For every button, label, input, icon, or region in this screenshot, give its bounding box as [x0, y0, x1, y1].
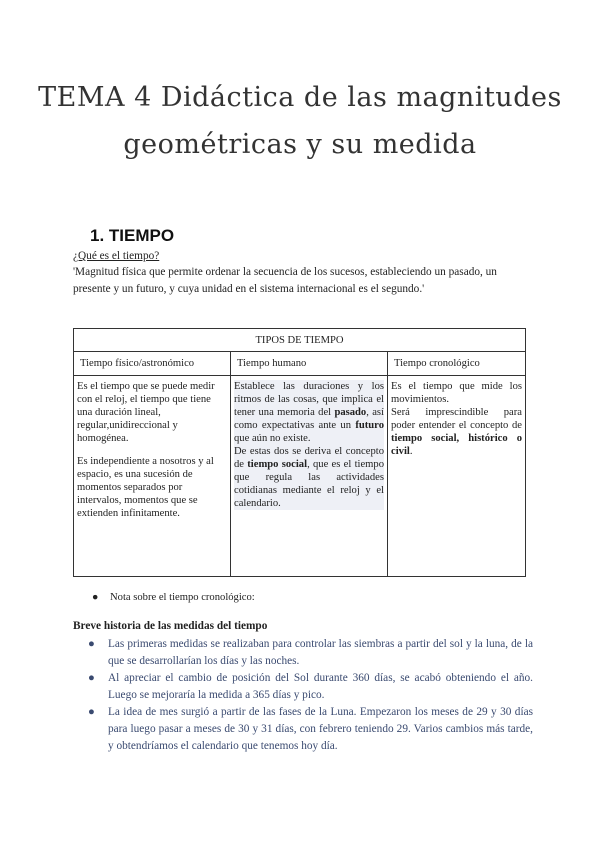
bullet-icon: ● — [88, 638, 95, 650]
cell-chronological-time — [388, 376, 526, 577]
time-types-table — [73, 328, 526, 577]
human-highlight-block — [234, 380, 384, 510]
history-item-text: Al apreciar el cambio de posición del Sol durante 360 días, se acabó obteniendo el año. Luego se mejoraría la medida a 365 días y pico. — [108, 672, 533, 701]
list-item — [73, 704, 533, 755]
chrono-para-2 — [391, 406, 522, 458]
human-para-1 — [234, 380, 384, 445]
chrono-para-1: Es el tiempo que mide los movimientos. — [391, 381, 522, 405]
physical-para-2: Es independiente a nosotros y al espacio, es una sucesión de momentos separados por intervalos, momentos que se extienden infinitamente. — [77, 456, 214, 519]
human-text-a2: , así como expectativas ante un — [234, 407, 384, 431]
title-line-2: geométricas y su medida — [123, 129, 477, 160]
history-list — [73, 636, 533, 755]
cell-physical-time — [74, 376, 231, 577]
list-item — [73, 670, 533, 704]
history-item-text: La idea de mes surgió a partir de las fases de la Luna. Empezaron los meses de 29 y 30 días para luego pasar a meses de 30 y 31 días, con febrero teniendo 29. Varios cambios más tarde, y obtendríamos el calendario que tenemos hoy día. — [108, 706, 533, 752]
chrono-text-b1: Será imprescindible para poder entender el concepto de — [391, 407, 522, 431]
column-physical-time: Tiempo físico/astronómico — [74, 352, 231, 376]
human-bold-pasado: pasado — [334, 407, 367, 418]
note-item — [92, 592, 255, 603]
document-title — [0, 74, 600, 168]
column-chronological-time: Tiempo cronológico — [388, 352, 526, 376]
chrono-bold: tiempo social, histórico o civil — [391, 433, 522, 457]
bullet-icon: ● — [88, 672, 95, 684]
table-header: TIPOS DE TIEMPO — [74, 329, 526, 352]
section-heading: 1. TIEMPO — [90, 226, 175, 245]
list-item — [73, 636, 533, 670]
human-text-a3: que aún no existe. — [234, 433, 311, 444]
human-text-a1: Establece las duraciones y los ritmos de las cosas, que implica el tener una memoria del — [234, 381, 384, 418]
question-text: ¿Qué es el tiempo? — [73, 250, 160, 262]
column-human-time: Tiempo humano — [231, 352, 388, 376]
cell-human-time — [231, 376, 388, 577]
bullet-icon: ● — [92, 592, 99, 603]
human-text-b1: De estas dos se deriva el concepto de — [234, 446, 384, 470]
bullet-icon: ● — [88, 706, 95, 718]
physical-para-1: Es el tiempo que se puede medir con el reloj, el tiempo que tiene una duración lineal, regular,unidireccional y homogénea. — [77, 381, 215, 444]
history-item-text: Las primeras medidas se realizaban para controlar las siembras a partir del sol y la luna, de la que se desarrollarían los días y las noches. — [108, 638, 533, 667]
human-bold-social: tiempo social — [247, 459, 308, 470]
history-heading: Breve historia de las medidas del tiempo — [73, 620, 268, 632]
note-text: Nota sobre el tiempo cronológico: — [110, 592, 255, 603]
definition-text: 'Magnitud física que permite ordenar la secuencia de los sucesos, estableciendo un pasado, un presente y un futuro, y cuya unidad en el sistema internacional es el segundo.' — [73, 266, 497, 295]
chrono-text-b2: . — [409, 446, 413, 457]
human-para-2 — [234, 445, 384, 510]
human-bold-futuro: futuro — [355, 420, 384, 431]
title-line-1: TEMA 4 Didáctica de las magnitudes — [38, 82, 562, 113]
human-text-b2: , que es el tiempo que regula las actividades cotidianas mediante el reloj y el calendario. — [234, 459, 385, 509]
